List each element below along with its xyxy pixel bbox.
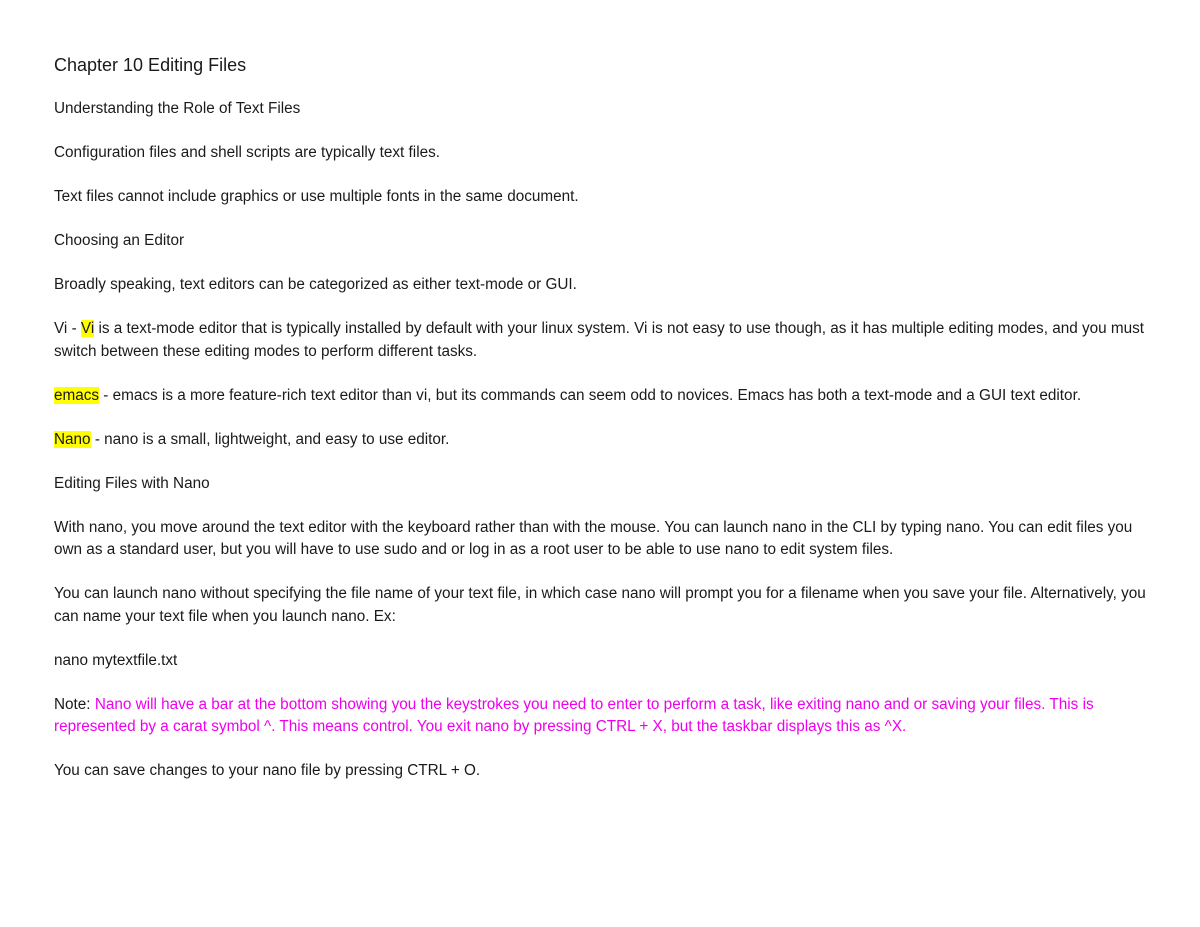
- paragraph-editor-categories: Broadly speaking, text editors can be categorized as either text-mode or GUI.: [54, 276, 577, 293]
- chapter-title: Chapter 10 Editing Files: [54, 55, 247, 75]
- paragraph-nano: [54, 429, 1154, 452]
- note-paragraph: [54, 694, 1154, 739]
- paragraph-vi: [54, 318, 1154, 363]
- vi-prefix: Vi -: [54, 320, 81, 337]
- section-heading-text-files: Understanding the Role of Text Files: [54, 100, 301, 117]
- nano-description: - nano is a small, lightweight, and easy to use editor.: [90, 430, 450, 448]
- section-heading-editing-with-nano: Editing Files with Nano: [54, 474, 210, 492]
- emacs-highlight: emacs: [54, 386, 100, 404]
- paragraph-emacs: [54, 385, 1154, 408]
- emacs-description: - emacs is a more feature-rich text editor than vi, but its commands can seem odd to novices. Emacs has both a text-mode and a GUI text editor.: [99, 386, 1082, 404]
- nano-highlight: Nano: [54, 430, 91, 448]
- section-heading-choosing-editor: Choosing an Editor: [54, 232, 185, 249]
- note-text: Nano will have a bar at the bottom showing you the keystrokes you need to enter to perform a task, like exiting nano and or saving your files. This is represented by a carat symbol ^. This means control. You exit nano by pressing CTRL + X, but the taskbar displays this as ^X.: [54, 695, 1094, 735]
- command-example: nano mytextfile.txt: [54, 651, 178, 669]
- paragraph-nano-launch: You can launch nano without specifying the file name of your text file, in which case nano will prompt you for a filename when you save your file. Alternatively, you can name your text file when you launch nano. Ex:: [54, 585, 1146, 625]
- document-body: [54, 52, 1154, 804]
- paragraph-save-changes: You can save changes to your nano file by pressing CTRL + O.: [54, 762, 481, 779]
- paragraph-config-files: Configuration files and shell scripts are typically text files.: [54, 144, 440, 161]
- paragraph-nano-navigation: With nano, you move around the text editor with the keyboard rather than with the mouse. You can launch nano in the CLI by typing nano. You can edit files you own as a standard user, but you will have to use sudo and or log in as a root user to be able to use nano to edit system files.: [54, 518, 1133, 558]
- note-label: Note:: [54, 695, 95, 713]
- paragraph-text-files-limits: Text files cannot include graphics or use multiple fonts in the same document.: [54, 188, 579, 205]
- vi-highlight: Vi: [80, 320, 95, 337]
- vi-description: is a text-mode editor that is typically installed by default with your linux system. Vi is not easy to use though, as it has multiple editing modes, and you must switch between these editing modes to perform different tasks.: [54, 320, 1145, 360]
